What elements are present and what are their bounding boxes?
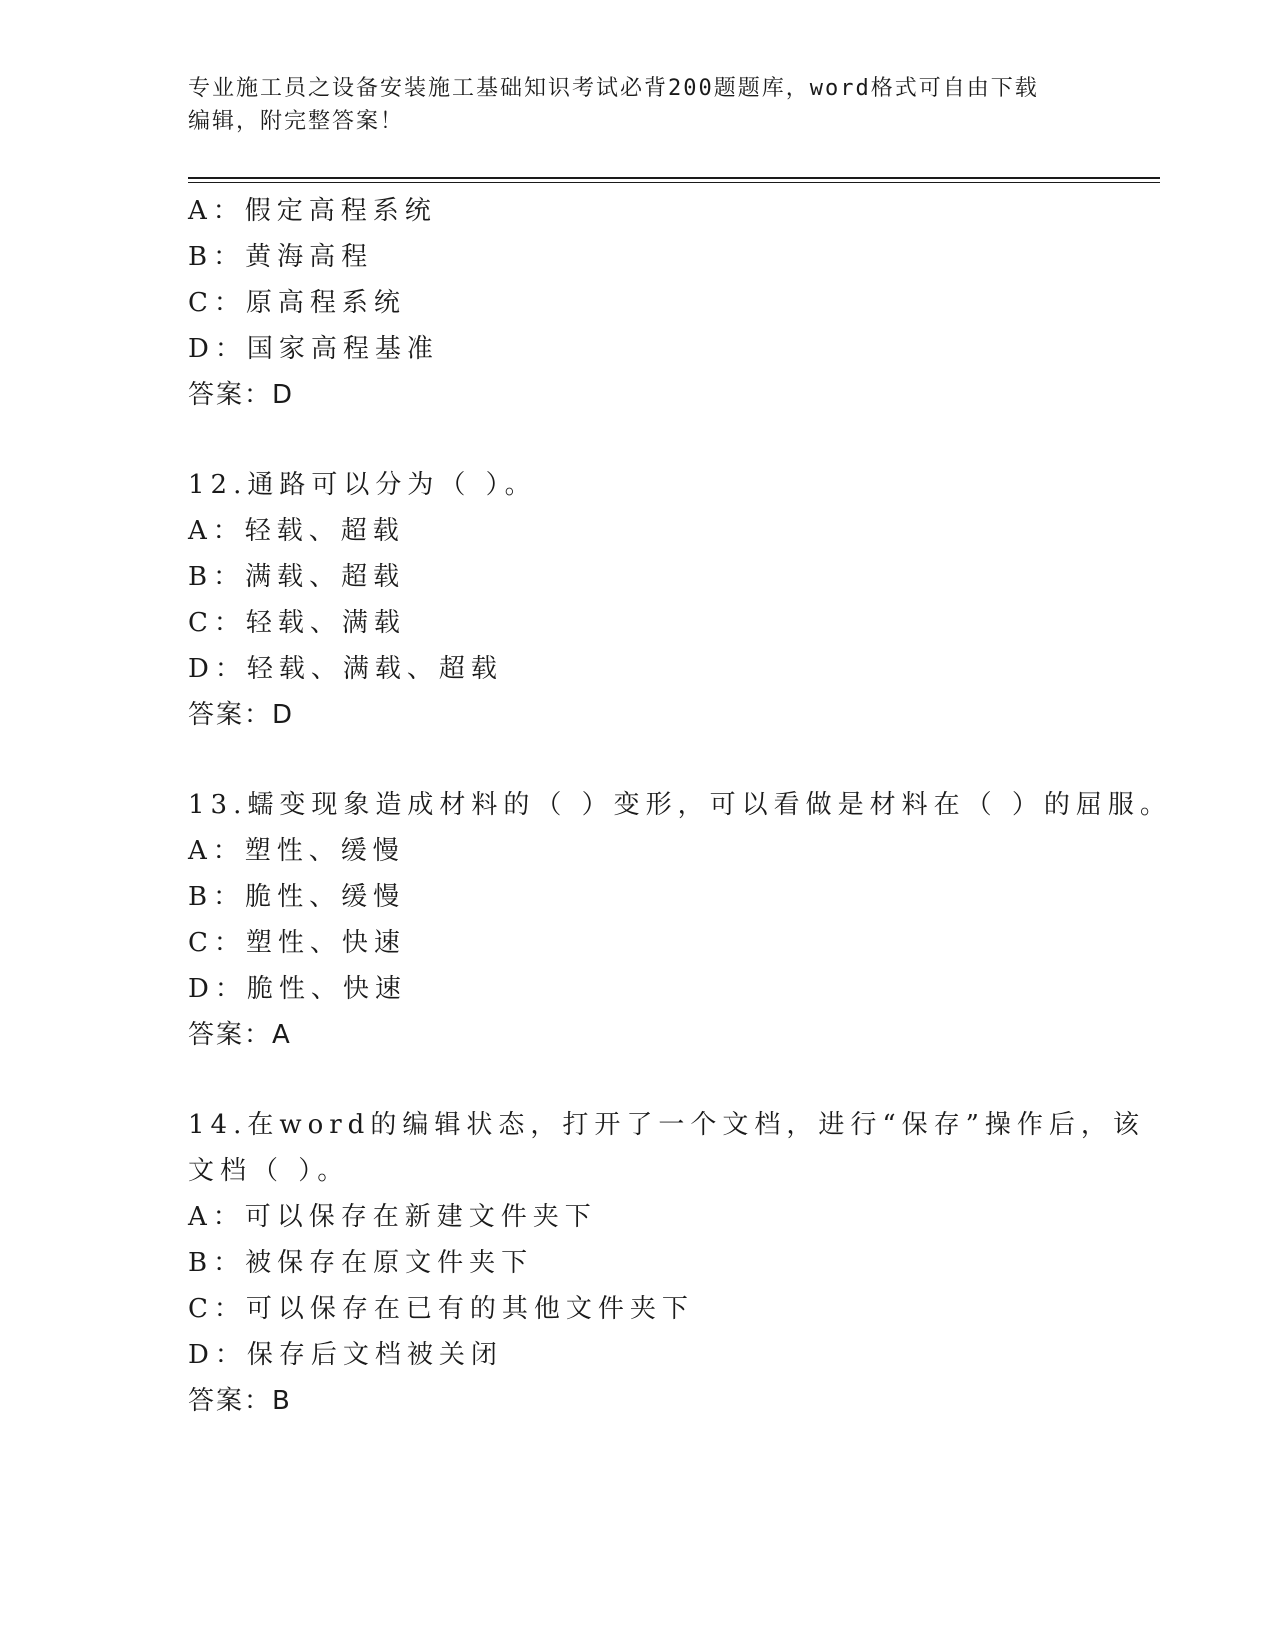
question-11-continued <box>188 188 1088 418</box>
answer: 答案：D <box>188 380 295 410</box>
option-c: C：可以保存在已有的其他文件夹下 <box>188 1294 694 1324</box>
option-b: B：被保存在原文件夹下 <box>188 1248 534 1278</box>
question-stem-line-2: 文档（ ）。 <box>188 1156 350 1186</box>
option-a: A：轻载、超载 <box>188 516 405 546</box>
question-14 <box>188 1102 1145 1424</box>
header-line-1: 专业施工员之设备安装施工基础知识考试必背200题题库，word格式可自由下载 <box>188 76 1039 101</box>
option-c: C：轻载、满载 <box>188 608 406 638</box>
answer: 答案：A <box>188 1020 292 1050</box>
document-header <box>188 72 1088 138</box>
header-line-2: 编辑，附完整答案！ <box>188 109 405 134</box>
question-stem-line-1: 14.在word的编辑状态，打开了一个文档，进行“保存”操作后，该 <box>188 1110 1145 1140</box>
spacer <box>188 738 1088 782</box>
answer: 答案：B <box>188 1386 292 1416</box>
header-rule-thick <box>188 177 1160 179</box>
option-a: A：塑性、缓慢 <box>188 836 405 866</box>
option-a: A：可以保存在新建文件夹下 <box>188 1202 597 1232</box>
option-b: B：黄海高程 <box>188 242 374 272</box>
option-d: D：保存后文档被关闭 <box>188 1340 503 1370</box>
question-12 <box>188 462 1088 738</box>
option-d: D：脆性、快速 <box>188 974 407 1004</box>
option-a: A：假定高程系统 <box>188 196 437 226</box>
option-b: B：满载、超载 <box>188 562 406 592</box>
question-stem: 12.通路可以分为（ ）。 <box>188 470 537 500</box>
question-list <box>188 188 1172 1424</box>
option-d: D：国家高程基准 <box>188 334 439 364</box>
spacer <box>188 1058 1088 1102</box>
question-13 <box>188 782 1172 1058</box>
header-rule-thin <box>188 182 1160 183</box>
question-stem: 13.蠕变现象造成材料的（ ）变形，可以看做是材料在（ ）的屈服。 <box>188 790 1172 820</box>
spacer <box>188 418 1088 462</box>
answer: 答案：D <box>188 700 295 730</box>
option-b: B：脆性、缓慢 <box>188 882 406 912</box>
option-d: D：轻载、满载、超载 <box>188 654 503 684</box>
option-c: C：原高程系统 <box>188 288 406 318</box>
option-c: C：塑性、快速 <box>188 928 406 958</box>
